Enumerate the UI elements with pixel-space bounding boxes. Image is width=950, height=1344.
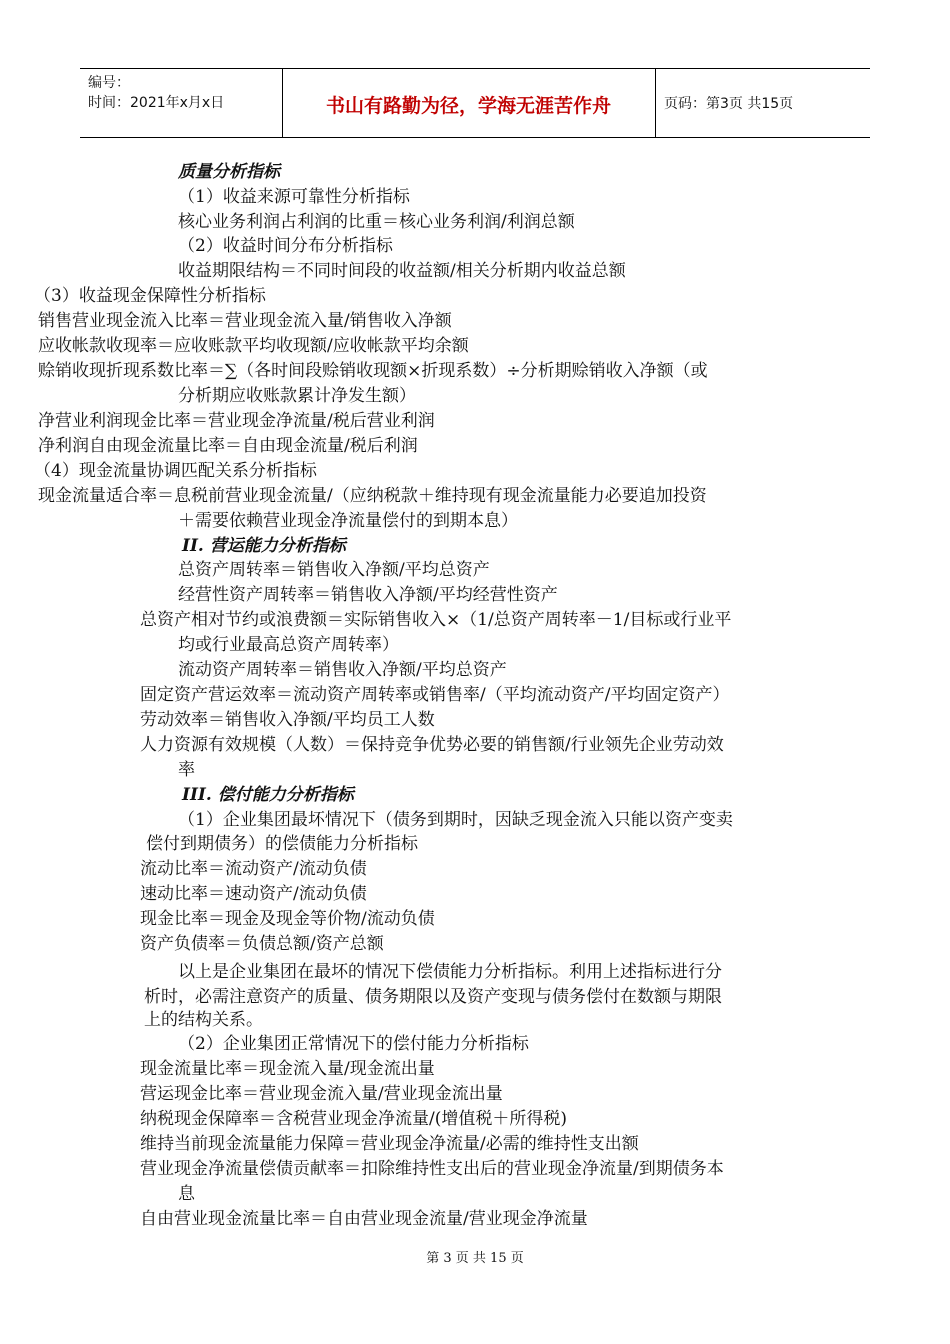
section-heading: II. 营运能力分析指标 xyxy=(182,536,346,556)
text-line: 息 xyxy=(178,1184,195,1204)
header-divider xyxy=(655,69,656,137)
text-line: 净利润自由现金流量比率＝自由现金流量/税后利润 xyxy=(38,436,418,456)
text-line: 流动比率＝流动资产/流动负债 xyxy=(140,859,367,879)
text-line: 总资产周转率＝销售收入净额/平均总资产 xyxy=(178,560,490,580)
text-line: 营运现金比率＝营业现金流入量/营业现金流出量 xyxy=(140,1084,503,1104)
header-number: 编号： xyxy=(88,75,130,91)
page-header xyxy=(80,68,870,138)
text-line: 人力资源有效规模（人数）＝保持竞争优势必要的销售额/行业领先企业劳动效 xyxy=(140,735,724,755)
text-line: 偿付到期债务）的偿债能力分析指标 xyxy=(146,834,418,854)
text-line: 速动比率＝速动资产/流动负债 xyxy=(140,884,367,904)
text-line: 应收帐款收现率＝应收账款平均收现额/应收帐款平均余额 xyxy=(38,336,469,356)
text-line: （3）收益现金保障性分析指标 xyxy=(34,286,266,306)
text-line: 营业现金净流量偿债贡献率＝扣除维持性支出后的营业现金净流量/到期债务本 xyxy=(140,1159,724,1179)
text-line: 自由营业现金流量比率＝自由营业现金流量/营业现金净流量 xyxy=(140,1209,588,1229)
text-line: （2）企业集团正常情况下的偿付能力分析指标 xyxy=(178,1034,529,1054)
page-footer: 第 3 页 共 15 页 xyxy=(426,1251,524,1266)
text-line: 现金流量比率＝现金流入量/现金流出量 xyxy=(140,1059,435,1079)
text-line: 资产负债率＝负债总额/资产总额 xyxy=(140,934,384,954)
header-motto: 书山有路勤为径，学海无涯苦作舟 xyxy=(325,95,611,117)
text-line: （1）收益来源可靠性分析指标 xyxy=(178,187,410,207)
text-line: 率 xyxy=(178,760,195,780)
text-line: （4）现金流量协调匹配关系分析指标 xyxy=(34,461,317,481)
text-line: 上的结构关系。 xyxy=(144,1010,263,1030)
text-line: 劳动效率＝销售收入净额/平均员工人数 xyxy=(140,710,435,730)
text-line: 现金流量适合率＝息税前营业现金流量/（应纳税款＋维持现有现金流量能力必要追加投资 xyxy=(38,486,707,506)
text-line: 均或行业最高总资产周转率） xyxy=(178,635,399,655)
text-line: 经营性资产周转率＝销售收入净额/平均经营性资产 xyxy=(178,585,558,605)
text-line: 分析期应收账款累计净发生额） xyxy=(178,386,416,406)
text-line: 净营业利润现金比率＝营业现金净流量/税后营业利润 xyxy=(38,411,435,431)
text-line: 赊销收现折现系数比率＝∑（各时间段赊销收现额×折现系数）÷分析期赊销收入净额（或 xyxy=(38,361,708,381)
text-line: 固定资产营运效率＝流动资产周转率或销售率/（平均流动资产/平均固定资产） xyxy=(140,685,730,705)
text-line: 纳税现金保障率＝含税营业现金净流量/(增值税＋所得税) xyxy=(140,1109,567,1129)
text-line: 销售营业现金流入比率＝营业现金流入量/销售收入净额 xyxy=(38,311,452,331)
text-line: 维持当前现金流量能力保障＝营业现金净流量/必需的维持性支出额 xyxy=(140,1134,639,1154)
header-date: 时间：2021年x月x日 xyxy=(88,95,225,111)
text-line: （2）收益时间分布分析指标 xyxy=(178,236,393,256)
text-line: 收益期限结构＝不同时间段的收益额/相关分析期内收益总额 xyxy=(178,261,626,281)
text-line: 总资产相对节约或浪费额＝实际销售收入×（1/总资产周转率－1/目标或行业平 xyxy=(140,610,732,630)
header-meta xyxy=(88,73,224,113)
text-line: 析时，必需注意资产的质量、债务期限以及资产变现与债务偿付在数额与期限 xyxy=(144,987,722,1007)
text-line: （1）企业集团最坏情况下（债务到期时，因缺乏现金流入只能以资产变卖 xyxy=(178,810,733,830)
text-line: 核心业务利润占利润的比重＝核心业务利润/利润总额 xyxy=(178,212,575,232)
section-heading: III. 偿付能力分析指标 xyxy=(182,785,354,805)
text-line: 流动资产周转率＝销售收入净额/平均总资产 xyxy=(178,660,507,680)
header-page-number: 页码：第3页 共15页 xyxy=(664,96,794,112)
text-line: ＋需要依赖营业现金净流量偿付的到期本息） xyxy=(178,511,518,531)
section-heading: 质量分析指标 xyxy=(178,162,280,182)
text-line: 现金比率＝现金及现金等价物/流动负债 xyxy=(140,909,435,929)
text-line: 以上是企业集团在最坏的情况下偿债能力分析指标。利用上述指标进行分 xyxy=(178,962,722,982)
